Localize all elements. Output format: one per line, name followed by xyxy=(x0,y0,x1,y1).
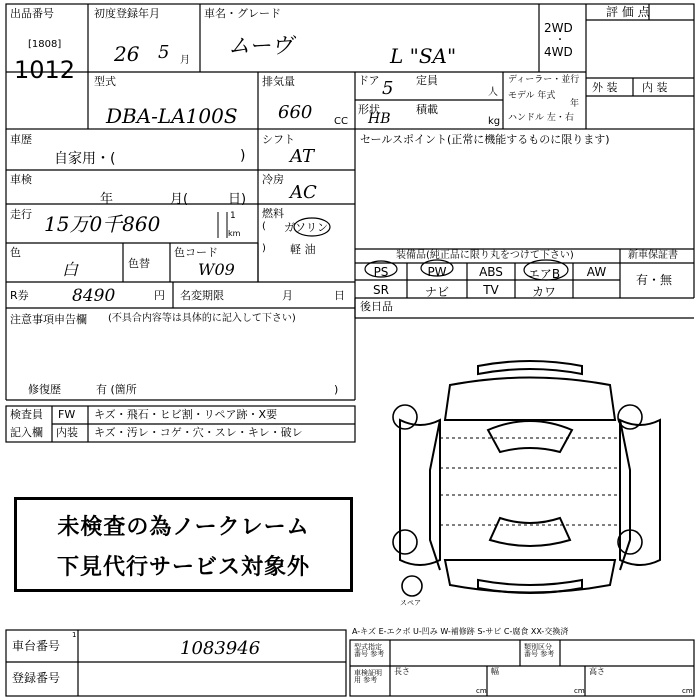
first-registration-label: 初度登録年月 xyxy=(94,7,160,20)
equip-ps: PS xyxy=(373,265,389,279)
door-label: ドア xyxy=(358,74,380,87)
month-unit: 月 xyxy=(180,55,190,66)
lot-number: 1012 xyxy=(14,56,76,84)
shape-label: 形状 xyxy=(358,103,380,116)
history-label: 車歴 xyxy=(10,133,32,146)
interior-inspection-items: キズ・汚レ・コゲ・穴・スレ・キレ・破レ xyxy=(94,426,303,439)
grade: L "SA" xyxy=(390,44,457,68)
color-code: W09 xyxy=(198,260,235,279)
recycle-value: 8490 xyxy=(72,286,116,306)
equip-pw: PW xyxy=(427,265,447,279)
aircon-label: 冷房 xyxy=(262,173,284,186)
mileage-label: 走行 xyxy=(10,208,32,221)
inspection-year: 年 xyxy=(100,192,114,207)
repaint-label: 色替 xyxy=(128,257,150,270)
notes-label: 注意事項申告欄 xyxy=(10,313,87,326)
length-label: 長さ xyxy=(394,667,410,676)
load-label: 積載 xyxy=(416,103,438,116)
drive-2wd: 2WD xyxy=(544,21,573,35)
model-name: ムーヴ xyxy=(228,34,293,59)
name-change-month: 月 xyxy=(282,289,293,302)
dealer-label: ディーラー・並行 xyxy=(508,75,580,85)
model-code: DBA-LA100S xyxy=(106,104,238,128)
aircon-value: AC xyxy=(290,182,317,203)
equip-tv: TV xyxy=(483,283,499,297)
year-unit: 年 xyxy=(570,99,580,109)
repair-history-value: 有 (箇所 xyxy=(96,383,137,396)
fw-label: FW xyxy=(58,408,76,421)
capacity-label: 定員 xyxy=(416,74,438,87)
handle-label: ハンドル 左・右 xyxy=(508,113,574,123)
equip-navi: ナビ xyxy=(424,285,449,299)
model-code-label: 型式 xyxy=(94,75,116,88)
fw-items: キズ・飛石・ヒビ割・リペア跡・X要 xyxy=(94,408,278,421)
first-registration-month: 5 xyxy=(158,42,170,63)
shift-label: シフト xyxy=(262,133,295,146)
cc-unit: CC xyxy=(334,116,348,127)
notes-hint: (不具合内容等は具体的に記入して下さい) xyxy=(108,313,296,324)
equip-airbag: エアB xyxy=(527,267,561,281)
chassis-sup: 1 xyxy=(72,631,77,639)
fuel-light-oil: 軽 油 xyxy=(290,243,316,256)
auction-code: [1808] xyxy=(28,39,62,50)
rating-label: 評 価 点 xyxy=(606,5,650,19)
displacement: 660 xyxy=(278,102,313,123)
color-label: 色 xyxy=(10,246,21,259)
mileage-value: 15万0千860 xyxy=(44,212,161,236)
certificate-ref-label: 車検証明用 参考 xyxy=(354,669,382,684)
history-paren-close: ) xyxy=(240,148,246,164)
mileage-unit-top: 1 xyxy=(230,211,236,221)
name-change-day: 日 xyxy=(334,289,345,302)
fuel-gasoline: ガソリン xyxy=(284,221,328,234)
first-registration-year: 26 xyxy=(114,42,140,66)
door-value: 5 xyxy=(382,78,394,99)
recycle-label: R券 xyxy=(10,289,29,302)
drive-separator: ・ xyxy=(555,35,565,46)
model-name-label: 車名・グレード xyxy=(204,7,281,20)
equip-abs: ABS xyxy=(479,265,503,279)
yen-unit: 円 xyxy=(154,289,165,302)
repair-history-label: 修復歴 xyxy=(28,383,61,396)
warranty-label: 新車保証書 xyxy=(628,250,678,261)
inspection-label: 車検 xyxy=(10,173,32,186)
fuel-dot-close: ) xyxy=(262,243,266,254)
shift-value: AT xyxy=(290,146,315,167)
equip-aw: AW xyxy=(586,265,607,279)
drive-4wd: 4WD xyxy=(544,45,573,59)
width-cm: cm xyxy=(574,687,585,695)
color-value: 白 xyxy=(62,260,79,279)
inspector-label: 検査員 xyxy=(10,408,43,421)
lot-number-label: 出品番号 xyxy=(10,7,54,20)
banner-line-2: 下見代行サービス対象外 xyxy=(56,555,310,580)
height-cm: cm xyxy=(682,687,693,695)
chassis-number-label: 車台番号 xyxy=(12,639,61,653)
inspector-entry-label: 記入欄 xyxy=(10,426,43,439)
model-designation-label: 型式指定番号 参考 xyxy=(354,643,385,658)
color-code-label: 色コード xyxy=(174,246,218,259)
name-change-label: 名変期限 xyxy=(180,289,224,302)
model-year-label: モデル 年式 xyxy=(508,91,556,101)
shape-value: HB xyxy=(368,111,391,127)
length-cm: cm xyxy=(476,687,487,695)
fuel-label: 燃料 xyxy=(262,207,284,220)
kg-unit: kg xyxy=(488,116,501,127)
displacement-label: 排気量 xyxy=(262,75,295,88)
inspection-month: 月( xyxy=(170,192,189,207)
history-value: 自家用・( xyxy=(54,151,116,167)
person-unit: 人 xyxy=(488,87,498,98)
no-claim-banner xyxy=(14,497,353,592)
chassis-number: 1083946 xyxy=(180,638,261,659)
height-label: 高さ xyxy=(589,667,605,676)
repair-history-paren: ) xyxy=(334,383,339,396)
equip-sr: SR xyxy=(373,283,389,297)
mileage-unit-km: km xyxy=(228,229,241,238)
inspection-day: 日) xyxy=(228,192,247,207)
registration-number-label: 登録番号 xyxy=(12,671,61,685)
banner-line-1: 未検査の為ノークレーム xyxy=(57,515,310,540)
equipment-label: 装備品(純正品に限り丸をつけて下さい) xyxy=(396,250,574,261)
damage-legend: A-キズ E-エクボ U-凹み W-補修跡 S-サビ C-腐食 XX-交換済 xyxy=(352,627,569,636)
interior-label: 内 装 xyxy=(642,81,668,94)
warranty-value: 有・無 xyxy=(636,273,673,287)
interior-inspection-label: 内装 xyxy=(56,426,78,439)
spare-label: スペア xyxy=(400,599,421,607)
selling-point-label: セールスポイント(正常に機能するものに限ります) xyxy=(360,133,610,146)
category-number-label: 類別区分番号 参考 xyxy=(524,643,555,658)
later-items-label: 後日品 xyxy=(360,300,393,313)
fuel-dot-open: ( xyxy=(262,221,266,232)
equip-leather: カワ xyxy=(531,285,556,299)
exterior-label: 外 装 xyxy=(592,81,618,94)
width-label: 幅 xyxy=(491,667,499,676)
